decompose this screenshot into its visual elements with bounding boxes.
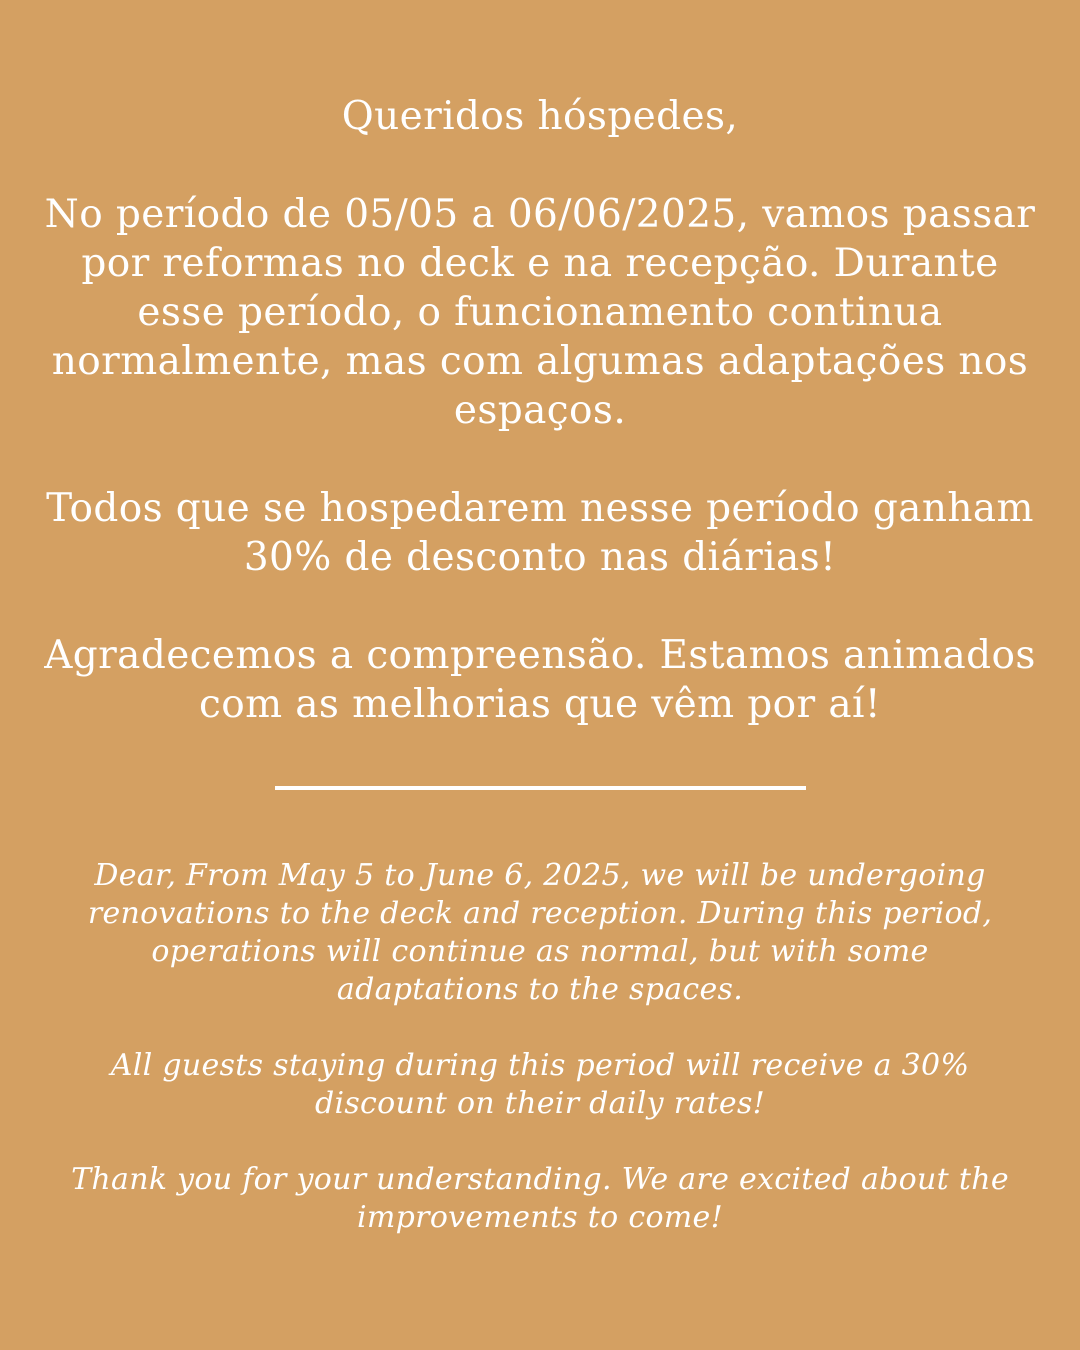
en-discount-paragraph: All guests staying during this period will receive a 30% discount on their daily rates!	[110, 1048, 970, 1121]
en-renovation-paragraph: Dear, From May 5 to June 6, 2025, we will be undergoing renovations to the deck and reception. During this period, operations will continue as normal, but with some adaptations to the spaces.	[87, 858, 993, 1007]
en-thanks-paragraph: Thank you for your understanding. We are excited about the improvements to come!	[71, 1162, 1009, 1235]
pt-renovation-paragraph: No período de 05/05 a 06/06/2025, vamos passar por reformas no deck e na recepção. Durante esse período, o funcionamento continua normalmente, mas com algumas adaptações nos espaços.	[44, 192, 1036, 433]
pt-thanks-paragraph: Agradecemos a compreensão. Estamos animados com as melhorias que vêm por aí!	[44, 633, 1036, 727]
pt-discount-paragraph: Todos que se hospedarem nesse período ganham 30% de desconto nas diárias!	[46, 486, 1034, 580]
greeting-heading: Queridos hóspedes,	[341, 94, 739, 139]
divider-line	[275, 786, 806, 790]
